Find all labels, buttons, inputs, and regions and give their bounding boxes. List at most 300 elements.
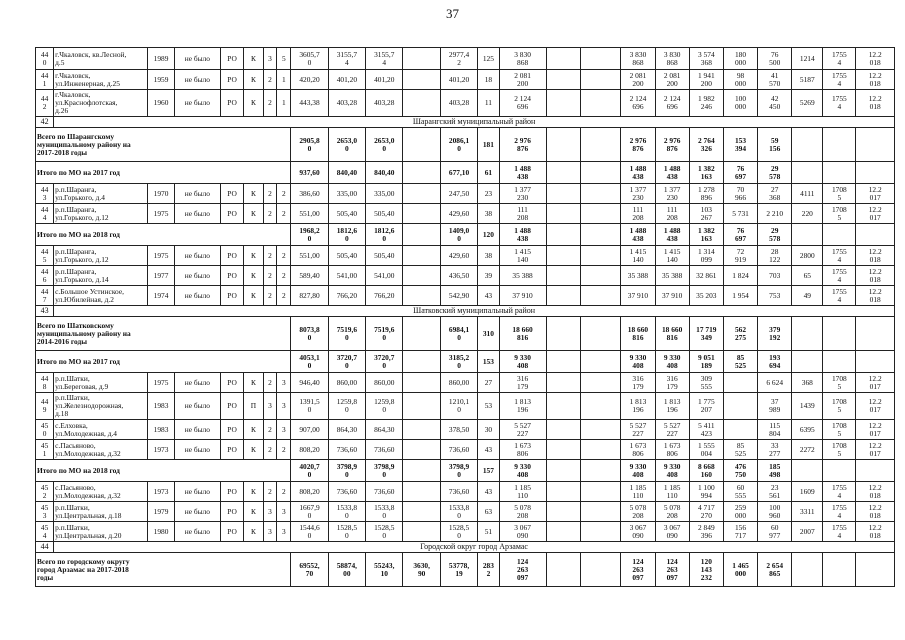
table-cell — [546, 162, 580, 184]
table-cell — [580, 460, 621, 482]
table-cell: 541,00 — [328, 266, 365, 286]
table-cell: 1 382 163 — [689, 224, 723, 246]
table-cell: 1708 5 — [823, 393, 856, 420]
table-cell: 181 — [478, 128, 499, 162]
table-cell — [403, 317, 440, 351]
table-cell: 1 278 896 — [689, 184, 723, 204]
table-cell: 1960 — [148, 90, 175, 117]
table-cell: 3720,7 0 — [366, 351, 403, 373]
table-cell: 1708 5 — [823, 184, 856, 204]
table-cell: 3798,9 0 — [328, 460, 365, 482]
table-cell: 1528,5 0 — [440, 522, 477, 542]
table-cell — [546, 373, 580, 393]
table-cell: 44 6 — [36, 266, 54, 286]
summary-label: Итого по МО на 2018 год — [36, 460, 291, 482]
table-cell: 220 — [792, 204, 823, 224]
table-cell: 1 488 438 — [621, 162, 655, 184]
table-cell: 12.2 018 — [856, 482, 895, 502]
table-cell — [580, 184, 621, 204]
table-cell: 5269 — [792, 90, 823, 117]
table-cell: 753 — [758, 286, 792, 306]
table-cell: с.Пасьяново, ул.Молодежная, д.32 — [54, 440, 148, 460]
table-cell: 9 051 189 — [689, 351, 723, 373]
table-cell: 1 813 196 — [655, 393, 689, 420]
table-cell — [546, 460, 580, 482]
table-cell — [580, 440, 621, 460]
table-cell: р.п.Шатки, ул.Центральная, д.18 — [54, 502, 148, 522]
table-cell: К — [244, 373, 263, 393]
table-cell: РО — [220, 246, 244, 266]
table-cell: 2 — [277, 246, 291, 266]
table-cell: 2 — [263, 440, 277, 460]
table-cell: 1533,8 0 — [328, 502, 365, 522]
table-cell: 1708 5 — [823, 373, 856, 393]
table-cell: 32 861 — [689, 266, 723, 286]
table-cell: 505,40 — [366, 246, 403, 266]
table-cell: К — [244, 70, 263, 90]
table-cell: 1544,6 0 — [291, 522, 328, 542]
table-cell — [856, 317, 895, 351]
table-cell — [580, 420, 621, 440]
table-cell — [403, 224, 440, 246]
table-cell: 2 849 396 — [689, 522, 723, 542]
table-cell: 1 415 140 — [499, 246, 546, 266]
table-cell: 401,20 — [366, 70, 403, 90]
table-cell: 51 — [478, 522, 499, 542]
table-cell — [403, 246, 440, 266]
table-row — [36, 266, 895, 286]
table-cell: 1 185 110 — [621, 482, 655, 502]
table-cell: не было — [174, 286, 220, 306]
table-cell: 1 488 438 — [499, 224, 546, 246]
table-cell — [856, 460, 895, 482]
table-cell — [546, 351, 580, 373]
table-cell: 41 570 — [758, 70, 792, 90]
table-cell: 115 804 — [758, 420, 792, 440]
table-cell: 2 210 — [758, 204, 792, 224]
summary-label: Итого по МО на 2017 год — [36, 162, 291, 184]
table-cell: П — [244, 393, 263, 420]
table-cell: 386,60 — [291, 184, 328, 204]
table-cell: 703 — [758, 266, 792, 286]
table-cell: К — [244, 522, 263, 542]
table-cell: 3 — [277, 373, 291, 393]
table-cell — [580, 373, 621, 393]
table-cell — [546, 48, 580, 70]
table-cell — [580, 553, 621, 587]
table-cell: 111 208 — [655, 204, 689, 224]
table-row — [36, 502, 895, 522]
table-cell: 2007 — [792, 522, 823, 542]
table-cell: 476 750 — [723, 460, 757, 482]
table-cell: 1214 — [792, 48, 823, 70]
table-cell: 2653,0 0 — [366, 128, 403, 162]
table-cell: 125 — [478, 48, 499, 70]
table-cell: 551,00 — [291, 204, 328, 224]
table-cell — [823, 128, 856, 162]
table-cell: 8 668 160 — [689, 460, 723, 482]
table-cell: 5 078 208 — [655, 502, 689, 522]
table-cell: 193 694 — [758, 351, 792, 373]
table-cell: 18 660 816 — [499, 317, 546, 351]
table-cell: 2977,4 2 — [440, 48, 477, 70]
table-cell: 3155,7 4 — [366, 48, 403, 70]
table-cell: 2 — [263, 184, 277, 204]
table-cell: 12.2 017 — [856, 420, 895, 440]
table-cell: 2905,8 0 — [291, 128, 328, 162]
table-cell: 1755 4 — [823, 246, 856, 266]
table-cell: 1970 — [148, 184, 175, 204]
table-cell: 1667,9 0 — [291, 502, 328, 522]
table-cell: 3 830 868 — [655, 48, 689, 70]
table-cell: 72 919 — [723, 246, 757, 266]
table-cell: 1989 — [148, 48, 175, 70]
table-cell — [403, 70, 440, 90]
table-cell: 736,60 — [328, 482, 365, 502]
table-cell: 12.2 018 — [856, 286, 895, 306]
table-cell: 766,20 — [366, 286, 403, 306]
table-cell: 17 719 349 — [689, 317, 723, 351]
table-cell: 1980 — [148, 522, 175, 542]
table-cell: не было — [174, 482, 220, 502]
table-cell: 27 — [478, 373, 499, 393]
table-cell — [580, 502, 621, 522]
table-cell: 766,20 — [328, 286, 365, 306]
table-cell: К — [244, 420, 263, 440]
table-cell: К — [244, 266, 263, 286]
table-cell: 120 143 232 — [689, 553, 723, 587]
table-cell: 677,10 — [440, 162, 477, 184]
table-cell: не было — [174, 184, 220, 204]
table-cell: 18 660 816 — [655, 317, 689, 351]
table-cell: 860,00 — [366, 373, 403, 393]
table-cell: К — [244, 204, 263, 224]
summary-row — [36, 317, 895, 351]
table-cell: 1708 5 — [823, 204, 856, 224]
table-cell: 436,50 — [440, 266, 477, 286]
table-cell: не было — [174, 522, 220, 542]
table-cell: 5 411 423 — [689, 420, 723, 440]
table-cell — [403, 482, 440, 502]
table-cell: р.п.Шатки, ул.Береговая, д.9 — [54, 373, 148, 393]
table-cell: 3 — [263, 393, 277, 420]
table-cell: 153 394 — [723, 128, 757, 162]
table-cell: 368 — [792, 373, 823, 393]
table-cell — [580, 204, 621, 224]
section-header-row — [36, 306, 895, 317]
table-cell: К — [244, 440, 263, 460]
summary-row — [36, 351, 895, 373]
table-cell — [546, 266, 580, 286]
table-cell: РО — [220, 286, 244, 306]
table-cell: 4020,7 0 — [291, 460, 328, 482]
table-cell: 124 263 097 — [499, 553, 546, 587]
table-cell: 1983 — [148, 393, 175, 420]
table-cell — [792, 162, 823, 184]
table-cell: 2 654 865 — [758, 553, 792, 587]
table-cell: 156 717 — [723, 522, 757, 542]
table-cell: 2 124 696 — [655, 90, 689, 117]
table-cell: 335,00 — [328, 184, 365, 204]
table-cell — [546, 128, 580, 162]
table-cell: 1973 — [148, 482, 175, 502]
table-cell: 840,40 — [328, 162, 365, 184]
table-cell: 1983 — [148, 420, 175, 440]
table-cell — [580, 70, 621, 90]
table-cell: 1812,6 0 — [328, 224, 365, 246]
table-cell — [546, 246, 580, 266]
table-cell: РО — [220, 48, 244, 70]
table-cell: 2 — [263, 420, 277, 440]
table-cell: 61 — [478, 162, 499, 184]
table-cell: 12.2 017 — [856, 440, 895, 460]
table-row — [36, 440, 895, 460]
table-cell — [403, 204, 440, 224]
table-cell: 44 7 — [36, 286, 54, 306]
table-cell: 100 000 — [723, 90, 757, 117]
table-cell — [823, 317, 856, 351]
table-cell: 1973 — [148, 440, 175, 460]
table-cell: 2 764 326 — [689, 128, 723, 162]
table-cell: 736,60 — [366, 482, 403, 502]
table-cell: 1 — [277, 90, 291, 117]
table-cell: 3 067 090 — [621, 522, 655, 542]
table-cell — [823, 460, 856, 482]
table-cell: 12.2 018 — [856, 502, 895, 522]
table-cell: 937,60 — [291, 162, 328, 184]
table-cell: 283 2 — [478, 553, 499, 587]
table-cell: 98 000 — [723, 70, 757, 90]
table-row — [36, 286, 895, 306]
table-cell: К — [244, 184, 263, 204]
table-cell — [546, 184, 580, 204]
table-cell: 1 488 438 — [499, 162, 546, 184]
table-cell — [546, 482, 580, 502]
table-cell — [580, 48, 621, 70]
table-cell: 38 — [478, 204, 499, 224]
table-cell: РО — [220, 393, 244, 420]
table-cell: 1755 4 — [823, 70, 856, 90]
table-cell: 505,40 — [366, 204, 403, 224]
table-cell: 18 — [478, 70, 499, 90]
table-cell — [580, 393, 621, 420]
table-cell: 85 525 — [723, 440, 757, 460]
summary-row — [36, 553, 895, 587]
section-title: Шатковский муниципальный район — [54, 306, 895, 317]
table-cell — [856, 553, 895, 587]
table-cell: 1755 4 — [823, 522, 856, 542]
table-cell: г.Чкаловск, ул.Краснофлотская, д.26 — [54, 90, 148, 117]
table-cell: с.Елховка, ул.Молодежная, д.4 — [54, 420, 148, 440]
table-cell: РО — [220, 373, 244, 393]
table-cell: 45 4 — [36, 522, 54, 542]
table-cell: 1708 5 — [823, 440, 856, 460]
table-cell: 551,00 — [291, 246, 328, 266]
table-cell — [580, 522, 621, 542]
table-cell: 45 0 — [36, 420, 54, 440]
table-cell: 35 388 — [499, 266, 546, 286]
table-cell: 1 415 140 — [655, 246, 689, 266]
table-cell: р.п.Шаранга, ул.Горького, д.14 — [54, 266, 148, 286]
table-cell — [580, 266, 621, 286]
table-cell — [403, 48, 440, 70]
table-cell: 542,90 — [440, 286, 477, 306]
section-number: 44 — [36, 542, 54, 553]
table-cell: не было — [174, 90, 220, 117]
table-cell: 316 179 — [621, 373, 655, 393]
table-cell: 11 — [478, 90, 499, 117]
table-cell — [546, 502, 580, 522]
table-cell: 4 717 270 — [689, 502, 723, 522]
table-cell: 157 — [478, 460, 499, 482]
summary-label: Всего по Шарангскому муниципальному району на 2017-2018 годы — [36, 128, 291, 162]
table-cell — [403, 90, 440, 117]
table-cell: 28 122 — [758, 246, 792, 266]
table-cell: 12.2 018 — [856, 246, 895, 266]
table-cell: 3155,7 4 — [328, 48, 365, 70]
summary-row — [36, 162, 895, 184]
table-cell: 111 208 — [621, 204, 655, 224]
table-cell: 1975 — [148, 204, 175, 224]
table-cell: 3605,7 0 — [291, 48, 328, 70]
table-cell: К — [244, 482, 263, 502]
table-cell: 736,60 — [328, 440, 365, 460]
table-cell: РО — [220, 184, 244, 204]
table-cell: 43 — [478, 286, 499, 306]
table-cell: 3 574 368 — [689, 48, 723, 70]
table-cell: 1812,6 0 — [366, 224, 403, 246]
table-cell: 85 525 — [723, 351, 757, 373]
table-cell: 1 — [277, 70, 291, 90]
table-cell: 1 982 246 — [689, 90, 723, 117]
table-cell: 2 — [263, 373, 277, 393]
table-cell: 1968,2 0 — [291, 224, 328, 246]
table-cell: 1 488 438 — [621, 224, 655, 246]
table-cell: г.Чкаловск, кв.Лесной, д.5 — [54, 48, 148, 70]
table-cell: РО — [220, 502, 244, 522]
table-cell: 12.2 018 — [856, 522, 895, 542]
table-cell: 60 555 — [723, 482, 757, 502]
table-cell: с.Пасьяново, ул.Молодежная, д.32 — [54, 482, 148, 502]
summary-label: Всего по Шатковскому муниципальному району на 2014-2016 годы — [36, 317, 291, 351]
table-cell: 111 208 — [499, 204, 546, 224]
table-cell: 1979 — [148, 502, 175, 522]
summary-row — [36, 460, 895, 482]
table-cell: 33 277 — [758, 440, 792, 460]
table-cell: 1 314 099 — [689, 246, 723, 266]
table-cell: 59 156 — [758, 128, 792, 162]
table-cell: 3 — [277, 502, 291, 522]
section-header-row — [36, 117, 895, 128]
table-cell: 3 — [263, 48, 277, 70]
table-cell: не было — [174, 266, 220, 286]
table-cell: 5 078 208 — [499, 502, 546, 522]
table-cell — [403, 162, 440, 184]
table-cell — [546, 522, 580, 542]
table-cell: 1755 4 — [823, 286, 856, 306]
table-cell: 69552, 70 — [291, 553, 328, 587]
table-cell: 2 — [277, 204, 291, 224]
table-row — [36, 90, 895, 117]
table-cell: 53778, 19 — [440, 553, 477, 587]
table-cell: 49 — [792, 286, 823, 306]
table-cell: 63 — [478, 502, 499, 522]
table-cell — [403, 266, 440, 286]
table-cell: 379 192 — [758, 317, 792, 351]
table-cell: 864,30 — [328, 420, 365, 440]
table-cell: 43 — [478, 482, 499, 502]
table-cell: 2086,1 0 — [440, 128, 477, 162]
table-cell: 2 — [277, 440, 291, 460]
table-cell: 1755 4 — [823, 48, 856, 70]
table-cell: 840,40 — [366, 162, 403, 184]
table-cell: 2 — [263, 266, 277, 286]
table-cell — [792, 351, 823, 373]
table-cell — [546, 204, 580, 224]
table-cell — [546, 286, 580, 306]
table-cell: 5 731 — [723, 204, 757, 224]
table-row — [36, 482, 895, 502]
table-cell: 27 368 — [758, 184, 792, 204]
table-cell: не было — [174, 70, 220, 90]
table-cell: 35 388 — [655, 266, 689, 286]
table-cell: 1 415 140 — [621, 246, 655, 266]
table-cell: 8073,8 0 — [291, 317, 328, 351]
table-cell: 1528,5 0 — [366, 522, 403, 542]
table-cell: 541,00 — [366, 266, 403, 286]
table-cell: 589,40 — [291, 266, 328, 286]
table-cell: 1259,8 0 — [366, 393, 403, 420]
table-cell: р.п.Шаранга, ул.Горького, д.12 — [54, 246, 148, 266]
table-row — [36, 246, 895, 266]
table-cell: 2 — [263, 482, 277, 502]
table-cell: 309 555 — [689, 373, 723, 393]
table-cell: К — [244, 286, 263, 306]
table-cell: 3 — [277, 420, 291, 440]
table-cell: 3 067 090 — [499, 522, 546, 542]
table-cell — [580, 128, 621, 162]
table-cell: 37 910 — [499, 286, 546, 306]
table-cell: 1 185 110 — [655, 482, 689, 502]
table-cell: 37 910 — [621, 286, 655, 306]
table-cell: 808,20 — [291, 440, 328, 460]
table-cell: 2653,0 0 — [328, 128, 365, 162]
table-cell — [580, 482, 621, 502]
table-cell — [403, 440, 440, 460]
table-cell: 38 — [478, 246, 499, 266]
table-cell: 736,60 — [440, 482, 477, 502]
table-cell: 12.2 017 — [856, 393, 895, 420]
summary-label: Всего по городскому округу город Арзамас на 2017-2018 годы — [36, 553, 291, 587]
table-cell — [580, 351, 621, 373]
table-cell: 5 — [277, 48, 291, 70]
table-cell — [856, 224, 895, 246]
table-cell — [792, 460, 823, 482]
table-cell: 35 203 — [689, 286, 723, 306]
table-cell: 1533,8 0 — [366, 502, 403, 522]
table-cell: 44 5 — [36, 246, 54, 266]
table-cell: 44 0 — [36, 48, 54, 70]
table-cell: 100 960 — [758, 502, 792, 522]
table-cell — [823, 553, 856, 587]
table-cell: 1210,1 0 — [440, 393, 477, 420]
table-cell — [580, 286, 621, 306]
table-cell: 3630, 90 — [403, 553, 440, 587]
table-cell: 12.2 018 — [856, 70, 895, 90]
section-header-row — [36, 542, 895, 553]
table-cell: 860,00 — [440, 373, 477, 393]
table-cell: 403,28 — [328, 90, 365, 117]
